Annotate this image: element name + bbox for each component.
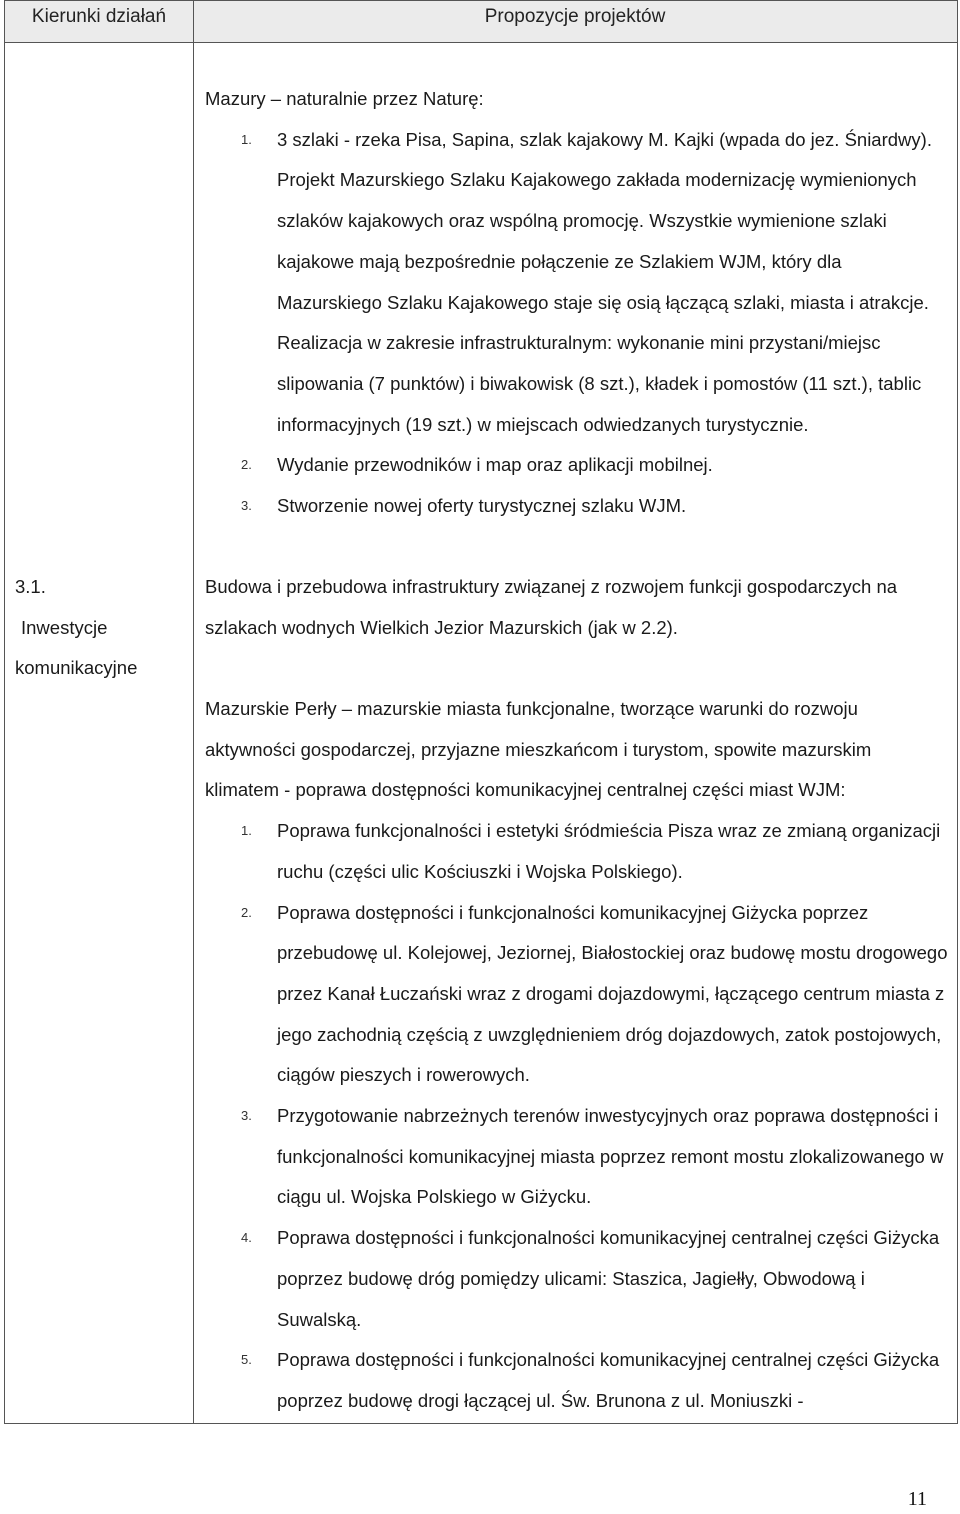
item-text: 3 szlaki - rzeka Pisa, Sapina, szlak kajakowy M. Kajki (wpada do jez. Śniardwy). Projekt Mazurskiego Szlaku Kajakowego zakłada modernizację wymienionych szlaków kajakowych oraz wspólną promocję. Wszystkie wymienione szlaki kajakowe mają bezpośrednie połączenie ze Szlakiem WJM, który dla Mazurskiego Szlaku Kajakowego staje się osią łączącą szlaki, miasta i atrakcje. Realizacja w zakresie infrastrukturalnym: wykonanie mini przystani/miejsc slipowania (7 punktów) i biwakowisk (8 szt.), kładek i pomostów (11 szt.), tablic informacyjnych (19 szt.) w miejscach odwiedzanych turystycznie. xyxy=(277,128,932,435)
block-mazurskie-perly xyxy=(205,689,950,1422)
table-header xyxy=(5,1,957,43)
column-divider xyxy=(193,1,194,1423)
item-number: 1. xyxy=(241,131,252,147)
block1-title: Mazury – naturalnie przez Naturę: xyxy=(205,88,484,109)
list-item xyxy=(205,486,950,527)
list-item xyxy=(205,811,950,892)
item-text: Stworzenie nowej oferty turystycznej szlaku WJM. xyxy=(277,495,687,517)
item-text: Przygotowanie nabrzeżnych terenów inwestycyjnych oraz poprawa dostępności i funkcjonalności komunikacyjnej miasta poprzez remont mostu zlokalizowanego w ciągu ul. Wojska Polskiego w Giżycku. xyxy=(277,1105,944,1208)
block3-intro: Mazurskie Perły – mazurskie miasta funkcjonalne, tworzące warunki do rozwoju aktywności gospodarczej, przyjazne mieszkańcom i turystom, spowite mazurskim klimatem - poprawa dostępności komunikacyjnej centralnej części miast WJM: xyxy=(205,698,872,801)
projects-table xyxy=(4,0,958,1424)
item-text: Poprawa dostępności i funkcjonalności komunikacyjnej Giżycka poprzez przebudowę ul. Kolejowej, Jeziornej, Białostockiej oraz budowę mostu drogowego przez Kanał Łuczański wraz z drogami dojazdowymi, łączącego centrum miasta z jego zachodnią częścią z uwzględnieniem dróg dojazdowych, zatok postojowych, ciągów pieszych i rowerowych. xyxy=(277,901,948,1086)
header-projects: Propozycje projektów xyxy=(484,6,666,27)
item-text: Poprawa dostępności i funkcjonalności komunikacyjnej centralnej części Giżycka poprzez budowę drogi łączącej ul. Św. Brunona z ul. Moniuszki - xyxy=(277,1349,940,1411)
list-item xyxy=(205,445,950,486)
direction-cell xyxy=(15,567,190,689)
block-mazury-naturalnie xyxy=(205,79,950,527)
item-text: Wydanie przewodników i map oraz aplikacji mobilnej. xyxy=(277,454,713,476)
item-number: 3. xyxy=(241,498,252,514)
item-number: 2. xyxy=(241,457,252,473)
item-number: 4. xyxy=(241,1230,252,1246)
item-text: Poprawa dostępności i funkcjonalności komunikacyjnej centralnej części Giżycka poprzez budowę dróg pomiędzy ulicami: Staszica, Jagiełły, Obwodową i Suwalską. xyxy=(277,1227,940,1330)
page-number: 11 xyxy=(907,1488,927,1510)
list-item xyxy=(205,120,950,446)
item-text: Poprawa funkcjonalności i estetyki śródmieścia Pisza wraz ze zmianą organizacji ruchu (części ulic Kościuszki i Wojska Polskiego). xyxy=(277,820,941,882)
block3-list xyxy=(205,811,950,1422)
header-directions: Kierunki działań xyxy=(31,6,167,27)
block-infrastruktura xyxy=(205,567,950,648)
direction-label-line1: Inwestycje xyxy=(21,616,108,638)
list-item xyxy=(205,1096,950,1218)
item-number: 3. xyxy=(241,1108,252,1124)
direction-label-line2: komunikacyjne xyxy=(15,657,138,678)
item-number: 2. xyxy=(241,904,252,920)
block2-text: Budowa i przebudowa infrastruktury związanej z rozwojem funkcji gospodarczych na szlakach wodnych Wielkich Jezior Mazurskich (jak w 2.2). xyxy=(205,576,898,638)
list-item xyxy=(205,893,950,1097)
list-item xyxy=(205,1340,950,1421)
item-number: 5. xyxy=(241,1352,252,1368)
block1-list xyxy=(205,120,950,527)
direction-number: 3.1. xyxy=(15,576,46,597)
list-item xyxy=(205,1218,950,1340)
item-number: 1. xyxy=(241,823,252,839)
